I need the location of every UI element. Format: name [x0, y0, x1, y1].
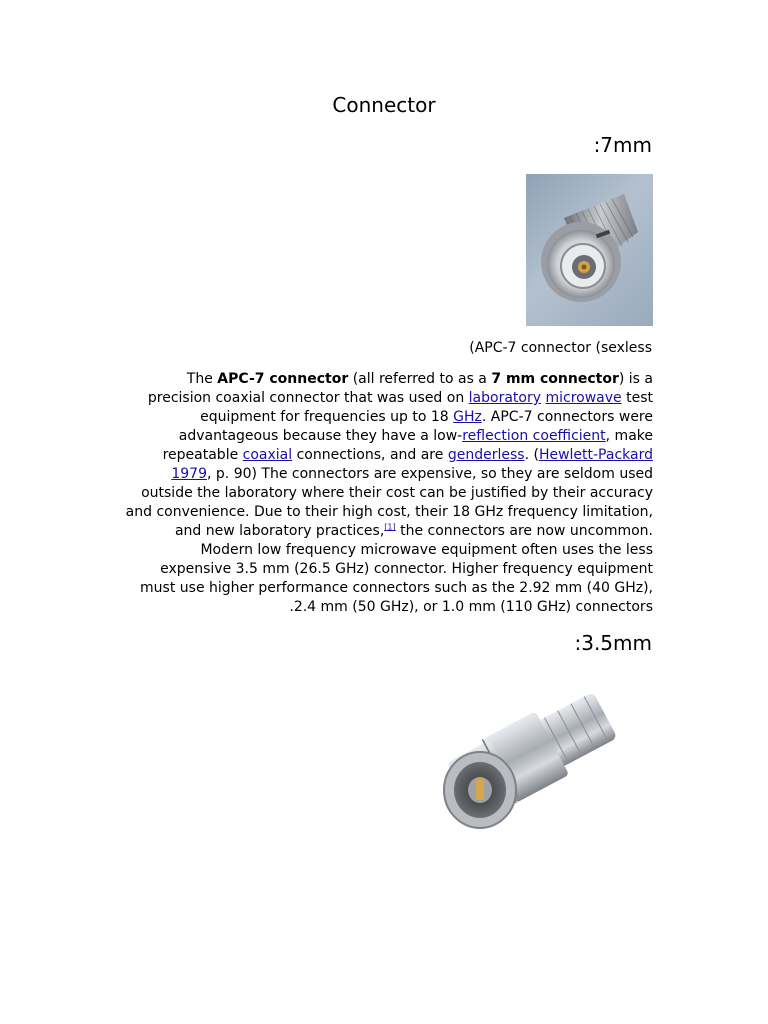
- text-run: (all referred to as a: [348, 371, 492, 387]
- text-run: the connectors are now uncommon.: [395, 523, 653, 539]
- paragraph-line: .2.4 mm (50 GHz), or 1.0 mm (110 GHz) connectors: [289, 599, 653, 615]
- paragraph-line: Modern low frequency microwave equipment often uses the less: [200, 542, 653, 558]
- paragraph-line: [112, 389, 653, 408]
- bold-term-apc7: APC-7 connector: [217, 371, 349, 387]
- link-genderless[interactable]: genderless: [447, 447, 525, 463]
- text-run: connections, and are: [292, 447, 448, 463]
- link-hewlett-packard[interactable]: Hewlett-Packard: [538, 447, 653, 463]
- link-1979[interactable]: 1979: [171, 466, 207, 482]
- page-title: Connector: [332, 93, 436, 117]
- paragraph-line: outside the laboratory where their cost can be justified by their accuracy: [141, 485, 653, 501]
- text-run: repeatable: [162, 447, 243, 463]
- link-laboratory[interactable]: laboratory: [468, 390, 542, 406]
- sma-connector-illustration: [400, 670, 653, 850]
- text-run: precision coaxial connector that was used on: [147, 390, 469, 406]
- body-paragraph: [112, 370, 653, 617]
- paragraph-line: [112, 522, 653, 541]
- text-run: , make: [605, 428, 653, 444]
- text-run: test: [621, 390, 653, 406]
- link-microwave[interactable]: microwave: [545, 390, 622, 406]
- paragraph-line: [112, 446, 653, 465]
- section-heading-3-5mm: :3.5mm: [574, 631, 652, 655]
- paragraph-line: and convenience. Due to their high cost, their 18 GHz frequency limitation,: [125, 504, 653, 520]
- link-ghz[interactable]: GHz: [453, 409, 482, 425]
- text-run: and new laboratory practices,: [174, 523, 385, 539]
- text-run: equipment for frequencies up to 18: [200, 409, 454, 425]
- apc7-connector-photo: [526, 174, 653, 326]
- image-caption-apc7: (APC-7 connector (sexless: [469, 340, 652, 356]
- text-run: advantageous because they have a low-: [178, 428, 463, 444]
- apc7-connector-illustration: [526, 174, 653, 326]
- link-coaxial[interactable]: coaxial: [242, 447, 293, 463]
- footnote-ref-1[interactable]: [1]: [384, 522, 396, 532]
- section-heading-7mm: :7mm: [593, 133, 652, 157]
- paragraph-line: must use higher performance connectors such as the 2.92 mm (40 GHz),: [140, 580, 653, 596]
- bold-term-7mm: 7 mm connector: [491, 371, 619, 387]
- text-run: . APC-7 connectors were: [481, 409, 653, 425]
- text-run: , p. 90) The connectors are expensive, so they are seldom used: [207, 466, 653, 482]
- paragraph-line: [112, 427, 653, 446]
- paragraph-line: [112, 408, 653, 427]
- paragraph-line: [112, 370, 653, 389]
- paragraph-line: expensive 3.5 mm (26.5 GHz) connector. Higher frequency equipment: [160, 561, 653, 577]
- paragraph-line: [112, 465, 653, 484]
- link-reflection-coefficient[interactable]: reflection coefficient: [462, 428, 606, 444]
- sma-3-5mm-connector-photo: [400, 670, 653, 850]
- text-run: ) is a: [618, 371, 653, 387]
- text-run: The: [186, 371, 218, 387]
- text-run: . (: [524, 447, 539, 463]
